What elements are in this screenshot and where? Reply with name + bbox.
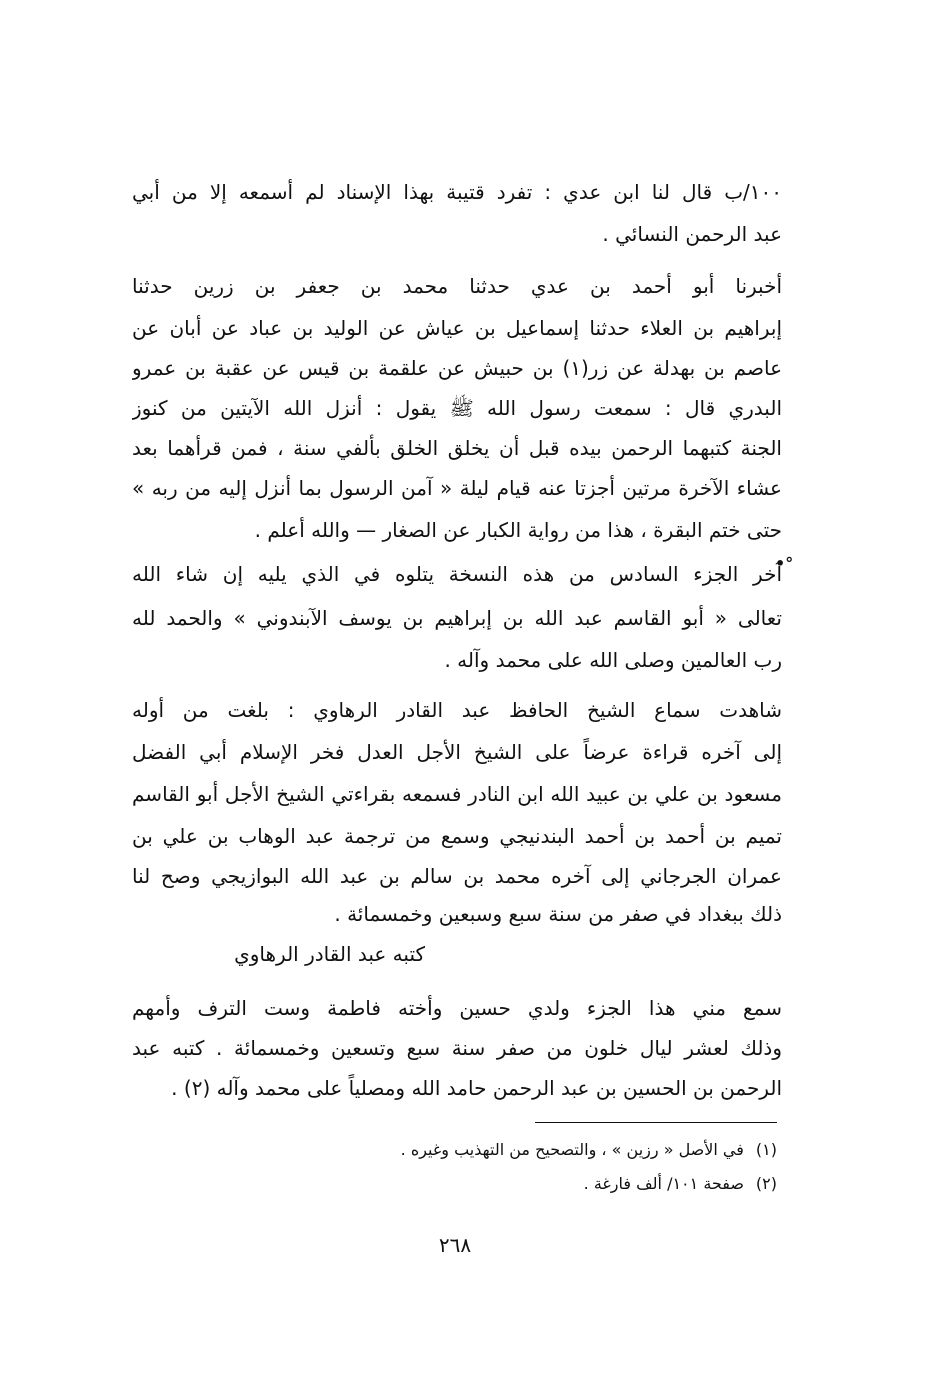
text-line: مسعود بن علي بن عبيد الله ابن النادر فسمعه بقراءتي الشيخ الأجل أبو القاسم	[132, 782, 782, 806]
text-line: عشاء الآخرة مرتين أجزتا عنه قيام ليلة « آمن الرسول بما أنزل إليه من ربه »	[132, 476, 782, 500]
text-line: الرحمن بن الحسين بن عبد الرحمن حامد الله ومصلياً على محمد وآله (٢) .	[171, 1076, 782, 1100]
section-marker-icon: •°	[775, 554, 794, 573]
text-line: الجنة كتبهما الرحمن بيده قبل أن يخلق الخلق بألفي سنة ، فمن قرأهما بعد	[132, 436, 782, 460]
text-line: سمع مني هذا الجزء ولدي حسين وأخته فاطمة وست الترف وأمهم	[132, 996, 782, 1020]
text-line: تميم بن أحمد بن أحمد البندنيجي وسمع من ترجمة عبد الوهاب بن علي بن	[132, 824, 782, 848]
text-line: تعالى « أبو القاسم عبد الله بن إبراهيم بن يوسف الآبندوني » والحمد لله	[132, 606, 782, 630]
signature-line: كتبه عبد القادر الرهاوي	[234, 942, 425, 966]
text-line: إلى آخره قراءة عرضاً على الشيخ الأجل العدل فخر الإسلام أبي الفضل	[132, 740, 782, 764]
footnote-number: (١)	[755, 1140, 777, 1159]
text-line: إبراهيم بن العلاء حدثنا إسماعيل بن عياش عن الوليد بن عباد عن أبان عن	[132, 316, 782, 340]
text-line: البدري قال : سمعت رسول الله ﷺ يقول : أنزل الله الآيتين من كنوز	[132, 396, 782, 420]
text-line: آخر الجزء السادس من هذه النسخة يتلوه في الذي يليه إن شاء الله	[132, 562, 782, 586]
text-line: عمران الجرجاني إلى آخره محمد بن سالم بن عبد الله البوازيجي وصح لنا	[132, 864, 782, 888]
footnote-number: (٢)	[755, 1174, 777, 1193]
text-line: رب العالمين وصلى الله على محمد وآله .	[444, 648, 782, 672]
text-line: عاصم بن بهدلة عن زر(١) بن حبيش عن علقمة بن قيس عن عقبة بن عمرو	[132, 356, 782, 380]
text-line: ١٠٠/ب قال لنا ابن عدي : تفرد قتيبة بهذا الإسناد لم أسمعه إلا من أبي	[132, 180, 782, 204]
footnote-text: صفحة ١٠١/ ألف فارغة .	[583, 1174, 744, 1193]
text-line: حتى ختم البقرة ، هذا من رواية الكبار عن الصغار — والله أعلم .	[254, 518, 782, 542]
footnote	[584, 1170, 777, 1198]
text-line: عبد الرحمن النسائي .	[602, 222, 782, 246]
text-line: شاهدت سماع الشيخ الحافظ عبد القادر الرهاوي : بلغت من أوله	[132, 698, 782, 722]
footnote	[401, 1136, 777, 1164]
footnote-text: في الأصل « رزين » ، والتصحيح من التهذيب وغيره .	[400, 1140, 744, 1159]
text-line: ذلك ببغداد في صفر من سنة سبع وسبعين وخمسمائة .	[334, 902, 782, 926]
footnote-divider	[535, 1122, 777, 1123]
page-number: ٢٦٨	[438, 1233, 472, 1257]
text-line: أخبرنا أبو أحمد بن عدي حدثنا محمد بن جعفر بن زرين حدثنا	[132, 274, 782, 298]
text-line: وذلك لعشر ليال خلون من صفر سنة سبع وتسعين وخمسمائة . كتبه عبد	[132, 1036, 782, 1060]
